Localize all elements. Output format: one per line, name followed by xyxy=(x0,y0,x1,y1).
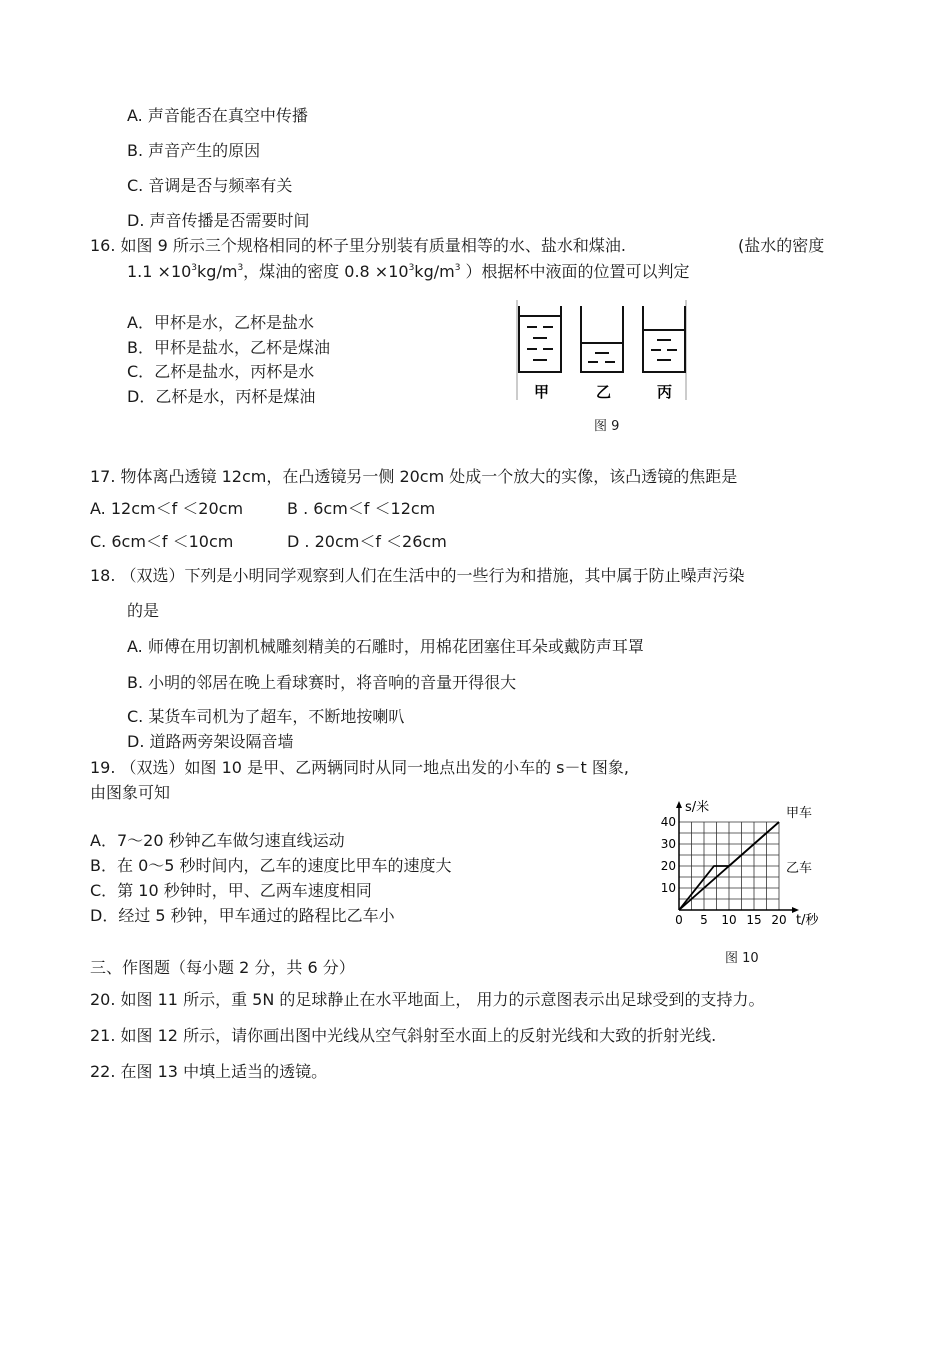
legend-yi-che: 乙车 xyxy=(786,861,813,876)
q17-option-c: C. 6cm＜f ＜10cm xyxy=(90,532,234,551)
q19-option-a: A．7～20 秒钟乙车做匀速直线运动 xyxy=(90,831,345,850)
y-axis-arrow xyxy=(676,801,682,808)
q21-text: 21. 如图 12 所示，请你画出图中光线从空气斜射至水面上的反射光线和大致的折射光线. xyxy=(90,1026,717,1045)
figure-10-caption: 图 10 xyxy=(725,951,759,966)
x-tick-label: 0 xyxy=(675,913,683,927)
q18-option-c: C. 某货车司机为了超车，不断地按喇叭 xyxy=(127,707,405,726)
q15-option-b: B. 声音产生的原因 xyxy=(127,141,261,160)
y-tick-label: 40 xyxy=(660,815,676,829)
q17-option-a: A. 12cm＜f ＜20cm xyxy=(90,499,244,518)
q18-option-b: B. 小明的邻居在晚上看球赛时，将音响的音量开得很大 xyxy=(127,673,517,692)
x-tick-label: 10 xyxy=(721,913,737,927)
q17-option-b: B . 6cm＜f ＜12cm xyxy=(287,499,436,518)
q16-stem-line1b: (盐水的密度 xyxy=(738,236,825,255)
legend-jia-che: 甲车 xyxy=(786,806,813,821)
q19-option-b: B．在 0～5 秒时间内，乙车的速度比甲车的速度大 xyxy=(90,856,452,875)
y-tick-label: 30 xyxy=(660,837,676,851)
q16-stem-line2: $1.1 \times 10^3kg/m^3$，煤油的密度 $0.8 \times 10^3kg/m^3$ ）根据杯中液面的位置可以判定 xyxy=(127,262,690,281)
q16-option-a: A．甲杯是水，乙杯是盐水 xyxy=(127,313,314,332)
q15-option-c: C. 音调是否与频率有关 xyxy=(127,176,293,195)
q15-option-d: D. 声音传播是否需要时间 xyxy=(127,211,310,230)
q19-option-d: D．经过 5 秒钟，甲车通过的路程比乙车小 xyxy=(90,906,395,925)
figure-10-st-chart xyxy=(655,797,827,929)
q19-option-c: C．第 10 秒钟时，甲、乙两车速度相同 xyxy=(90,881,372,900)
x-tick-label: 15 xyxy=(746,913,762,927)
figure-9-caption: 图 9 xyxy=(594,419,620,434)
x-tick-label: 20 xyxy=(771,913,787,927)
q19-stem-line2: 由图象可知 xyxy=(90,783,171,802)
chart-ylabel: s/米 xyxy=(685,800,710,815)
q18-stem-line1: 18. （双选）下列是小明同学观察到人们在生活中的一些行为和措施，其中属于防止噪声污染 xyxy=(90,566,745,585)
q17-stem: 17. 物体离凸透镜 12cm，在凸透镜另一侧 20cm 处成一个放大的实像，该凸透镜的焦距是 xyxy=(90,467,738,486)
q20-text: 20. 如图 11 所示，重 5N 的足球静止在水平地面上， 用力的示意图表示出足球受到的支持力。 xyxy=(90,990,765,1009)
x-tick-label: 5 xyxy=(700,913,708,927)
q16-option-c: C．乙杯是盐水，丙杯是水 xyxy=(127,362,315,381)
y-tick-label: 20 xyxy=(660,859,676,873)
cup-label-jia: 甲 xyxy=(534,383,550,401)
cup-jia xyxy=(519,306,561,372)
q22-text: 22. 在图 13 中填上适当的透镜。 xyxy=(90,1062,328,1081)
q19-stem-line1: 19. （双选）如图 10 是甲、乙两辆同时从同一地点出发的小车的 s－t 图象, xyxy=(90,758,629,777)
cup-label-bing: 丙 xyxy=(657,383,673,401)
y-tick-label: 10 xyxy=(660,881,676,895)
q16-option-d: D．乙杯是水，丙杯是煤油 xyxy=(127,387,316,406)
figure-9-cups xyxy=(512,300,692,402)
q16-stem-line1: 16. 如图 9 所示三个规格相同的杯子里分别装有质量相等的水、盐水和煤油. xyxy=(90,236,626,255)
q17-option-d: D . 20cm＜f ＜26cm xyxy=(287,532,447,551)
cup-label-yi: 乙 xyxy=(596,383,612,401)
cup-yi xyxy=(581,306,623,372)
q15-option-a: A. 声音能否在真空中传播 xyxy=(127,106,308,125)
cup-bing xyxy=(643,306,685,372)
section-3-heading: 三、作图题（每小题 2 分，共 6 分） xyxy=(90,958,355,977)
q16-option-b: B．甲杯是盐水，乙杯是煤油 xyxy=(127,338,330,357)
q18-option-a: A. 师傅在用切割机械雕刻精美的石雕时，用棉花团塞住耳朵或戴防声耳罩 xyxy=(127,637,644,656)
chart-xlabel: t/秒 xyxy=(796,913,819,928)
q18-option-d: D. 道路两旁架设隔音墙 xyxy=(127,732,294,751)
q18-stem-line2: 的是 xyxy=(127,601,160,620)
